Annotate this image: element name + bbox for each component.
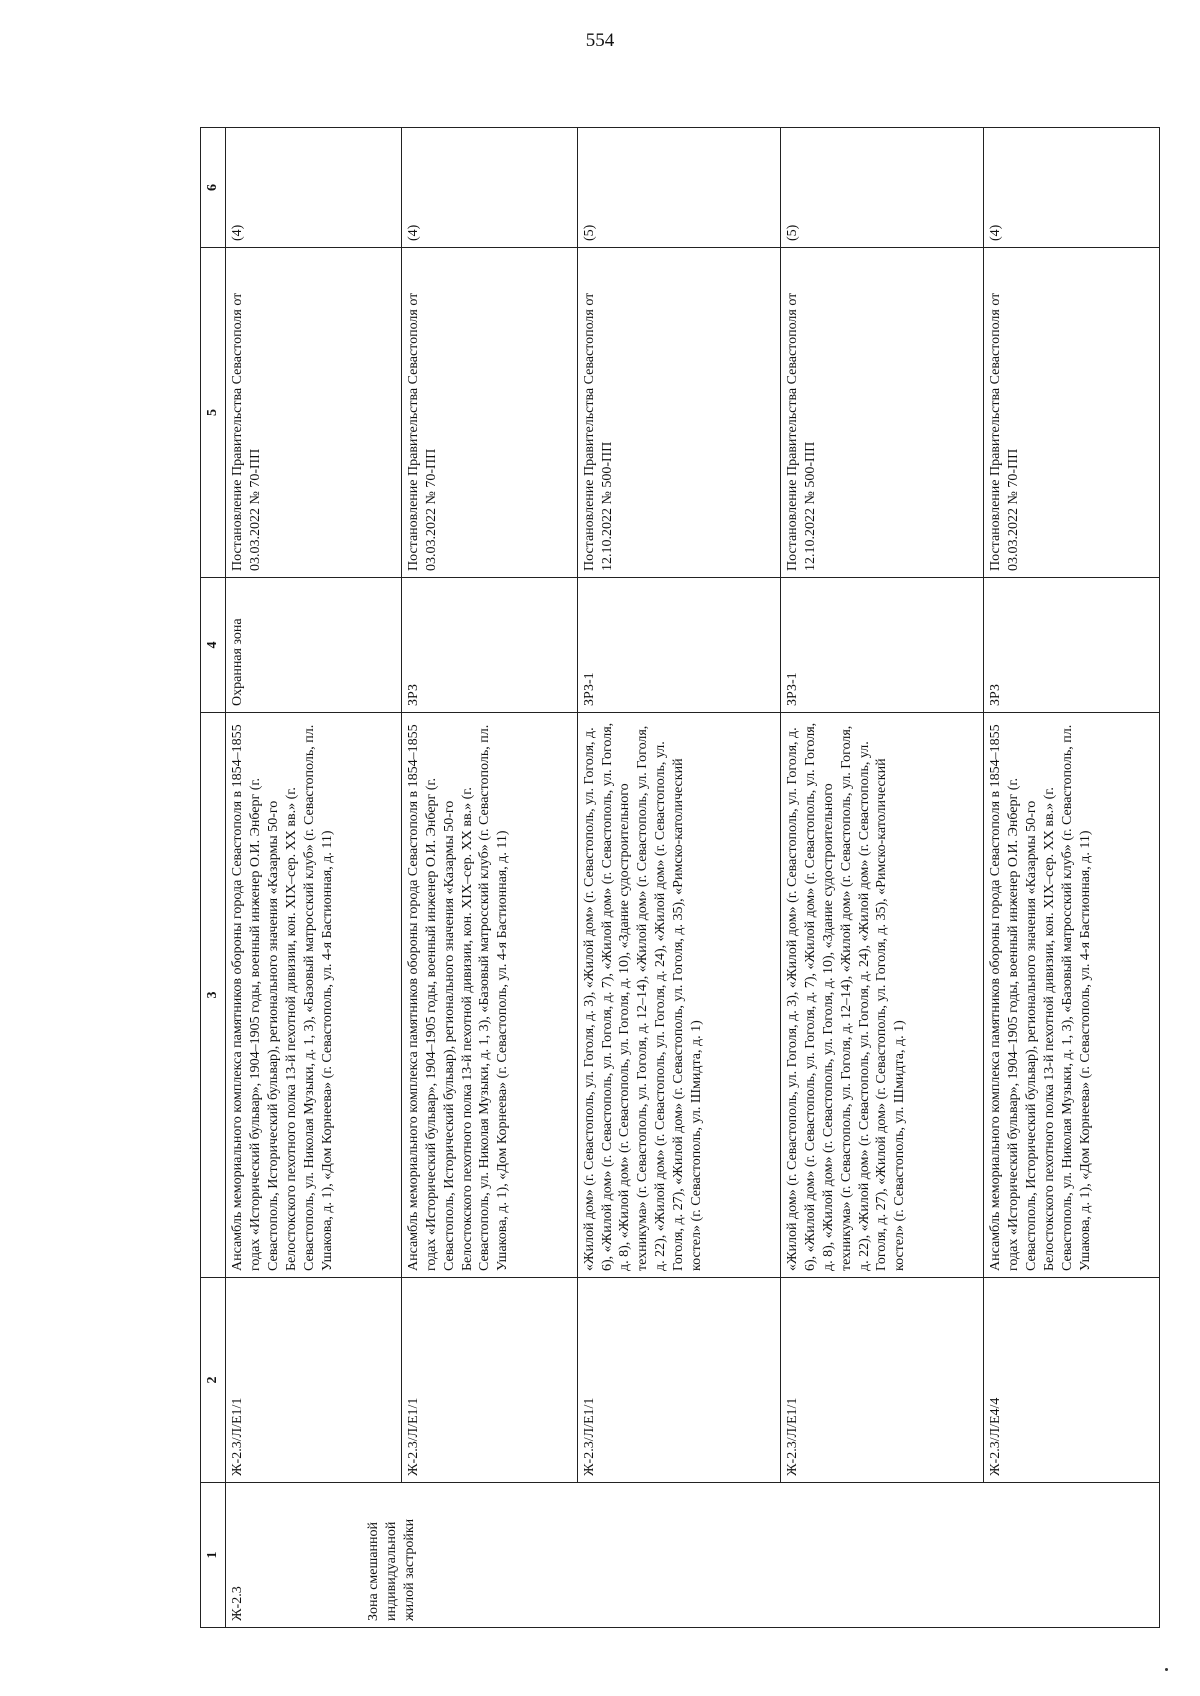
zone-type: ЗРЗ-1: [577, 578, 780, 713]
heritage-objects: Ансамбль мемориального комплекса памятников обороны города Севастополя в 1854–1855 годах «Исторический бульвар», 1904–1905 годы, военный инженер О.И. Энберг (г. Севастополь, Исторический бульвар), регионального значения «Казармы 50-го Белостокского пехотного полка 13-й пехотной дивизии, кон. XIX–сер. XX вв.» (г. Севастополь, ул. Николая Музыки, д. 1, 3), «Базовый матросский клуб» (г. Севастополь, пл. Ушакова, д. 1), «Дом Корнеева» (г. Севастополь, ул. 4-я Бастионная, д. 11): [984, 713, 1160, 1278]
column-header: 2: [201, 1278, 226, 1483]
table-row: [401, 128, 577, 1628]
note-ref: (4): [984, 128, 1160, 248]
zone-type: ЗРЗ-1: [780, 578, 983, 713]
zone-type: Охранная зона: [226, 578, 402, 713]
scan-speck: [1165, 1668, 1168, 1671]
column-header: 3: [201, 713, 226, 1278]
legal-document: Постановление Правительства Севастополя от 12.10.2022 № 500-ПП: [780, 248, 983, 578]
zone-code: Ж-2.3: [230, 1586, 245, 1621]
note-ref: (5): [780, 128, 983, 248]
heritage-objects: «Жилой дом» (г. Севастополь, ул. Гоголя, д. 3), «Жилой дом» (г. Севастополь, ул. Гоголя, д. 6), «Жилой дом» (г. Севастополь, ул. Гоголя, д. 7), «Жилой дом» (г. Севастополь, ул. Гоголя, д. 8), «Жилой дом» (г. Севастополь, ул. Гоголя, д. 10), «Здание судостроительного техникума» (г. Севастополь, ул. Гоголя, д. 12–14), «Жилой дом» (г. Севастополь, ул. Гоголя, д. 22), «Жилой дом» (г. Севастополь, ул. Гоголя, д. 24), «Жилой дом» (г. Севастополь, ул. Гоголя, д. 27), «Жилой дом» (г. Севастополь, ул. Гоголя, д. 35), «Римско-католический костел» (г. Севастополь, ул. Шмидта, д. 1): [780, 713, 983, 1278]
subzone-code: Ж-2.3/Л/Е1/1: [780, 1278, 983, 1483]
zone-cell: [226, 1483, 1160, 1628]
table-header-row: [201, 128, 226, 1628]
rotated-table-container: [200, 128, 1160, 1628]
subzone-code: Ж-2.3/Л/Е1/1: [401, 1278, 577, 1483]
table-row: [226, 128, 402, 1628]
table-row: [577, 128, 780, 1628]
subzone-code: Ж-2.3/Л/Е1/1: [577, 1278, 780, 1483]
legal-document: Постановление Правительства Севастополя от 03.03.2022 № 70-ПП: [226, 248, 402, 578]
legal-document: Постановление Правительства Севастополя от 03.03.2022 № 70-ПП: [984, 248, 1160, 578]
column-header: 6: [201, 128, 226, 248]
heritage-objects: Ансамбль мемориального комплекса памятников обороны города Севастополя в 1854–1855 годах «Исторический бульвар», 1904–1905 годы, военный инженер О.И. Энберг (г. Севастополь, Исторический бульвар), регионального значения «Казармы 50-го Белостокского пехотного полка 13-й пехотной дивизии, кон. XIX–сер. XX вв.» (г. Севастополь, ул. Николая Музыки, д. 1, 3), «Базовый матросский клуб» (г. Севастополь, пл. Ушакова, д. 1), «Дом Корнеева» (г. Севастополь, ул. 4-я Бастионная, д. 11): [226, 713, 402, 1278]
heritage-objects: «Жилой дом» (г. Севастополь, ул. Гоголя, д. 3), «Жилой дом» (г. Севастополь, ул. Гоголя, д. 6), «Жилой дом» (г. Севастополь, ул. Гоголя, д. 7), «Жилой дом» (г. Севастополь, ул. Гоголя, д. 8), «Жилой дом» (г. Севастополь, ул. Гоголя, д. 10), «Здание судостроительного техникума» (г. Севастополь, ул. Гоголя, д. 12–14), «Жилой дом» (г. Севастополь, ул. Гоголя, д. 22), «Жилой дом» (г. Севастополь, ул. Гоголя, д. 24), «Жилой дом» (г. Севастополь, ул. Гоголя, д. 27), «Жилой дом» (г. Севастополь, ул. Гоголя, д. 35), «Римско-католический костел» (г. Севастополь, ул. Шмидта, д. 1): [577, 713, 780, 1278]
note-ref: (4): [401, 128, 577, 248]
subzone-code: Ж-2.3/Л/Е1/1: [226, 1278, 402, 1483]
zone-name: Зона смешанной индивидуальной жилой застройки: [365, 1518, 417, 1621]
zone-type: ЗРЗ: [984, 578, 1160, 713]
table-row: [780, 128, 983, 1628]
legal-document: Постановление Правительства Севастополя от 12.10.2022 № 500-ПП: [577, 248, 780, 578]
zone-type: ЗРЗ: [401, 578, 577, 713]
zones-table: [200, 127, 1160, 1628]
heritage-objects: Ансамбль мемориального комплекса памятников обороны города Севастополя в 1854–1855 годах «Исторический бульвар», 1904–1905 годы, военный инженер О.И. Энберг (г. Севастополь, Исторический бульвар), регионального значения «Казармы 50-го Белостокского пехотного полка 13-й пехотной дивизии, кон. XIX–сер. XX вв.» (г. Севастополь, ул. Николая Музыки, д. 1, 3), «Базовый матросский клуб» (г. Севастополь, пл. Ушакова, д. 1), «Дом Корнеева» (г. Севастополь, ул. 4-я Бастионная, д. 11): [401, 713, 577, 1278]
column-header: 5: [201, 248, 226, 578]
note-ref: (5): [577, 128, 780, 248]
legal-document: Постановление Правительства Севастополя от 03.03.2022 № 70-ПП: [401, 248, 577, 578]
subzone-code: Ж-2.3/Л/Е4/4: [984, 1278, 1160, 1483]
column-header: 4: [201, 578, 226, 713]
column-header: 1: [201, 1483, 226, 1628]
table-row: [984, 128, 1160, 1628]
note-ref: (4): [226, 128, 402, 248]
page-number: 554: [585, 30, 615, 51]
